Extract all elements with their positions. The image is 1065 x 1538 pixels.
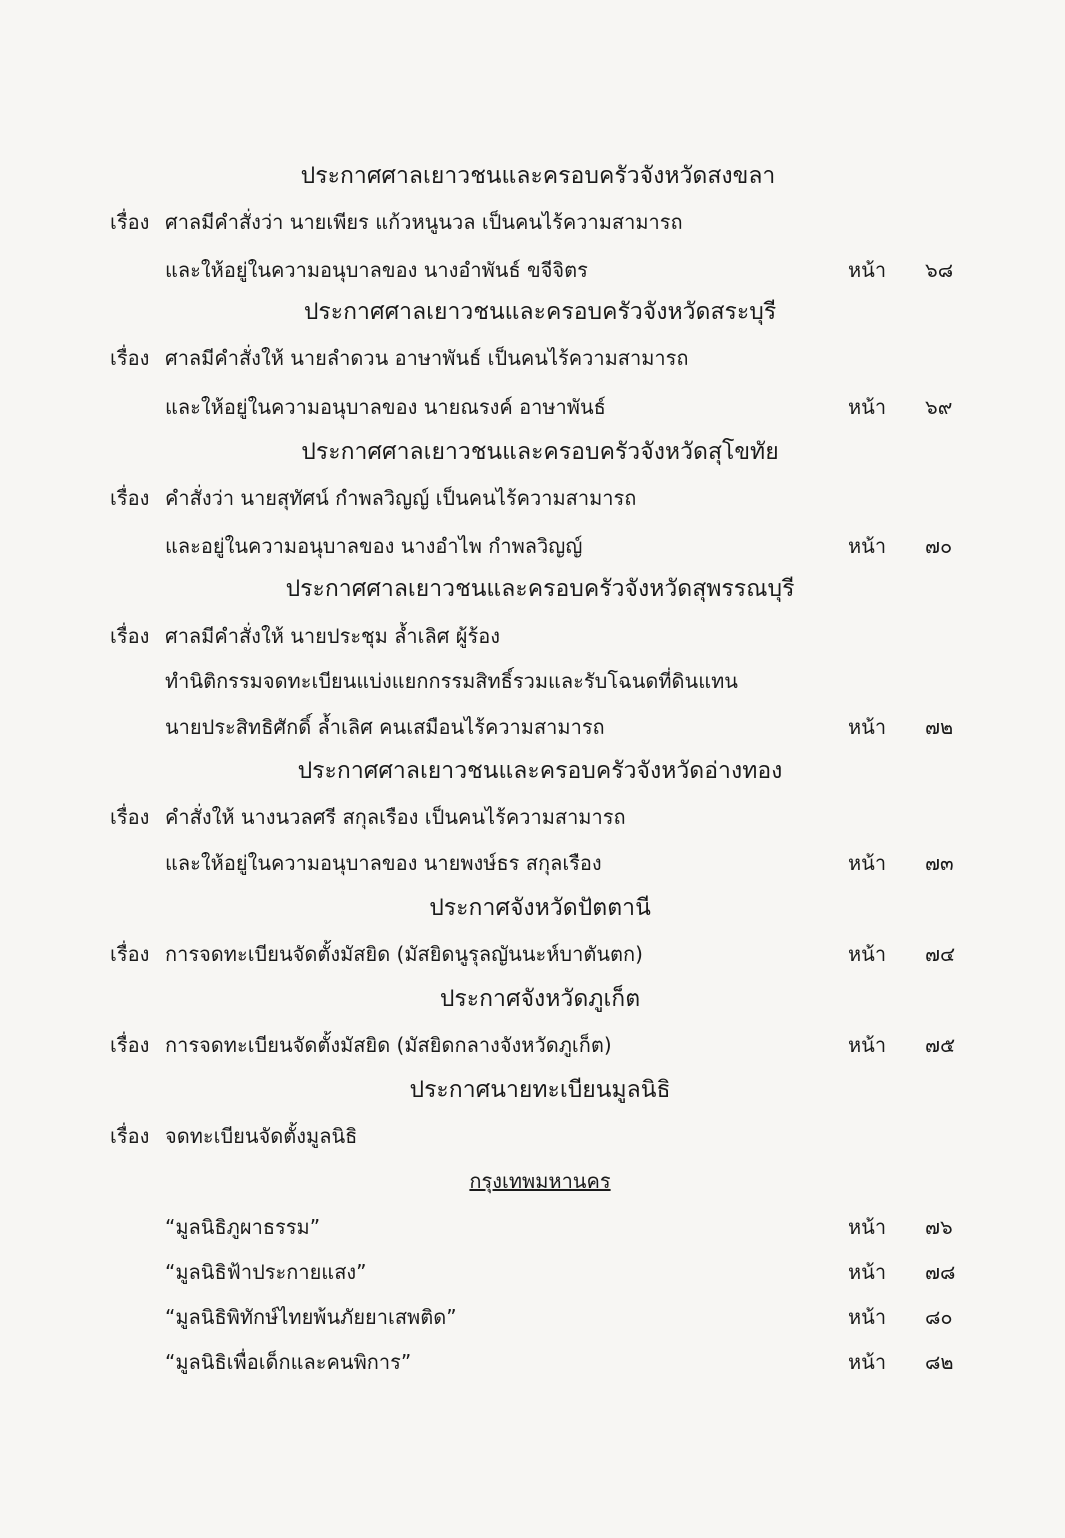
subject-label: เรื่อง <box>110 346 150 370</box>
entry-line: คำสั่งว่า นายสุทัศน์ กำพลวิญญ์ เป็นคนไร้ความสามารถ <box>165 486 637 510</box>
subject-label: เรื่อง <box>110 486 150 510</box>
page-label: หน้า <box>848 395 887 419</box>
page-label: หน้า <box>848 534 887 558</box>
section-heading: ประกาศจังหวัดภูเก็ต <box>439 986 641 1012</box>
subject-label: เรื่อง <box>110 210 150 234</box>
page-number: ๖๙ <box>925 395 953 419</box>
entry-line: คำสั่งให้ นางนวลศรี สกุลเรือง เป็นคนไร้ความสามารถ <box>165 805 626 829</box>
section-heading: ประกาศศาลเยาวชนและครอบครัวจังหวัดสุโขทัย <box>301 439 779 465</box>
page-label: หน้า <box>848 942 887 966</box>
page-number: ๗๓ <box>925 851 954 875</box>
entry-line: การจดทะเบียนจัดตั้งมัสยิด (มัสยิดกลางจังหวัดภูเก็ต) <box>165 1033 612 1057</box>
page-label: หน้า <box>848 1260 887 1284</box>
section-heading: ประกาศนายทะเบียนมูลนิธิ <box>409 1077 671 1103</box>
page-number: ๗๔ <box>925 942 956 966</box>
section-heading: ประกาศศาลเยาวชนและครอบครัวจังหวัดสุพรรณบุรี <box>285 576 795 602</box>
page-label: หน้า <box>848 715 887 739</box>
page-number: ๗๘ <box>925 1260 956 1284</box>
page-number: ๗๐ <box>925 534 953 558</box>
entry-line: นายประสิทธิศักดิ์ ล้ำเลิศ คนเสมือนไร้ความสามารถ <box>165 715 605 739</box>
page-label: หน้า <box>848 258 887 282</box>
section-heading: ประกาศศาลเยาวชนและครอบครัวจังหวัดอ่างทอง <box>297 758 783 784</box>
foundation-name: “มูลนิธิฟ้าประกายแสง” <box>165 1260 367 1284</box>
page-number: ๗๖ <box>925 1215 953 1239</box>
page-number: ๖๘ <box>925 258 954 282</box>
section-heading: ประกาศศาลเยาวชนและครอบครัวจังหวัดสระบุรี <box>303 299 777 325</box>
entry-line: และให้อยู่ในความอนุบาลของ นางอำพันธ์ ขจีจิตร <box>165 258 588 282</box>
subject-label: เรื่อง <box>110 805 150 829</box>
section-heading: ประกาศศาลเยาวชนและครอบครัวจังหวัดสงขลา <box>300 163 776 189</box>
entry-line: ศาลมีคำสั่งให้ นายลำดวน อาษาพันธ์ เป็นคนไร้ความสามารถ <box>165 346 689 370</box>
entry-line: ศาลมีคำสั่งว่า นายเพียร แก้วหนูนวล เป็นคนไร้ความสามารถ <box>165 210 683 234</box>
page-label: หน้า <box>848 1350 887 1374</box>
foundation-name: “มูลนิธิเพื่อเด็กและคนพิการ” <box>165 1350 412 1374</box>
entry-line: จดทะเบียนจัดตั้งมูลนิธิ <box>165 1124 358 1148</box>
page-label: หน้า <box>848 851 887 875</box>
entry-line: และอยู่ในความอนุบาลของ นางอำไพ กำพลวิญญ์ <box>165 534 583 558</box>
section-heading: ประกาศจังหวัดปัตตานี <box>429 895 651 921</box>
subject-label: เรื่อง <box>110 624 150 648</box>
subject-label: เรื่อง <box>110 1124 150 1148</box>
foundation-name: “มูลนิธิภูผาธรรม” <box>165 1215 321 1239</box>
subject-label: เรื่อง <box>110 1033 150 1057</box>
page-number: ๗๕ <box>925 1033 956 1057</box>
page-label: หน้า <box>848 1033 887 1057</box>
page-number: ๗๒ <box>925 715 954 739</box>
page-label: หน้า <box>848 1215 887 1239</box>
entry-line: และให้อยู่ในความอนุบาลของ นายพงษ์ธร สกุลเรือง <box>165 851 602 875</box>
foundation-name: “มูลนิธิพิทักษ์ไทยพ้นภัยยาเสพติด” <box>165 1305 457 1329</box>
page-number: ๘๐ <box>925 1305 953 1329</box>
entry-line: ทำนิติกรรมจดทะเบียนแบ่งแยกกรรมสิทธิ์รวมและรับโฉนดที่ดินแทน <box>165 669 738 693</box>
page-label: หน้า <box>848 1305 887 1329</box>
subheading-bangkok: กรุงเทพมหานคร <box>469 1169 611 1193</box>
entry-line: ศาลมีคำสั่งให้ นายประชุม ล้ำเลิศ ผู้ร้อง <box>165 624 501 648</box>
entry-line: และให้อยู่ในความอนุบาลของ นายณรงค์ อาษาพันธ์ <box>165 395 606 419</box>
subject-label: เรื่อง <box>110 942 150 966</box>
page-number: ๘๒ <box>925 1350 954 1374</box>
entry-line: การจดทะเบียนจัดตั้งมัสยิด (มัสยิดนูรุลญันนะห์บาตันตก) <box>165 942 643 966</box>
